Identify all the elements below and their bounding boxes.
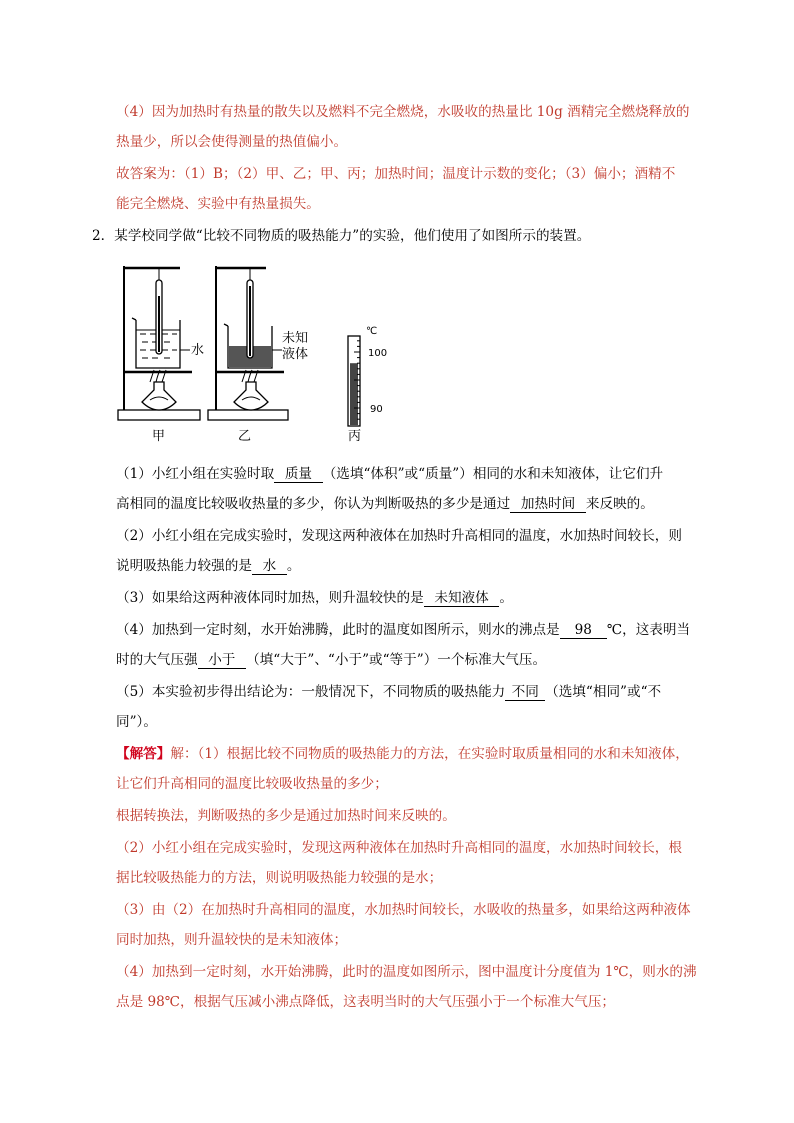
text: 来反映的。 [585, 496, 654, 512]
answer-blank: 未知液体 [424, 590, 500, 607]
text: （1）根据比较不同物质的吸热能力的方法，在实验时取质量相同的水和未知液体， [197, 746, 689, 762]
solution-line: 根据转换法，判断吸热的多少是通过加热时间来反映的。 [116, 808, 456, 824]
answer-line: 故答案为：（1）B；（2）甲、乙；甲、丙；加热时间；温度计示数的变化；（3）偏小；酒精不 [116, 166, 676, 182]
subquestion-4-line1 [116, 620, 690, 640]
label-water: 水 [191, 343, 205, 358]
label-unknown-1: 未知 [282, 331, 309, 346]
text: （选填“体积”或“质量”）相同的水和未知液体，让它们升 [322, 466, 664, 482]
subquestion-5-line1 [116, 682, 661, 702]
label-celsius: ℃ [366, 326, 378, 337]
thermometer-bing [348, 336, 360, 426]
subquestion-3 [116, 588, 513, 608]
text: （1）小红小组在实验时取 [116, 466, 275, 482]
text: （填“大于”、“小于”或“等于”）一个标准大气压。 [246, 652, 547, 668]
label-100: 100 [368, 348, 388, 359]
caption-jia: 甲 [152, 429, 166, 444]
answer-line: 能完全燃烧、实验中有热量损失。 [116, 196, 320, 212]
solution-line: 点是 98℃，根据气压减小沸点降低，这表明当时的大气压强小于一个标准大气压； [116, 994, 616, 1010]
text: 解： [170, 746, 198, 762]
subquestion-5-line2: 同”）。 [116, 714, 157, 730]
answer-blank: 98 [560, 622, 607, 639]
text: ℃，这表明当 [606, 622, 691, 638]
setup-jia [118, 266, 200, 420]
answer-blank: 加热时间 [510, 496, 586, 513]
subquestion-2-line2 [116, 556, 300, 576]
text: 高相同的温度比较吸收热量的多少，你认为判断吸热的多少是通过 [116, 496, 511, 512]
solution-tag: 【解答】 [116, 746, 171, 762]
solution-line: （2）小红小组在完成实验时，发现这两种液体在加热时升高相同的温度，水加热时间较长，根 [116, 840, 682, 856]
solution-line [116, 744, 689, 764]
caption-yi: 乙 [238, 429, 252, 444]
text: （选填“相同”或“不 [545, 684, 662, 700]
mercury-column [350, 363, 358, 425]
solution-line: （4）加热到一定时刻，水开始沸腾，此时的温度如图所示，图中温度计分度值为 1℃，则水的沸 [116, 964, 697, 980]
solution-prev-line: 热量少，所以会使得测量的热值偏小。 [116, 134, 348, 150]
solution-prev-line: （4）因为加热时有热量的散失以及燃料不完全燃烧，水吸收的热量比 10g 酒精完全燃烧释放的 [116, 104, 690, 120]
text: （5）本实验初步得出结论为：一般情况下，不同物质的吸热能力 [116, 684, 506, 700]
apparatus-diagram [116, 256, 396, 452]
answer-blank: 水 [252, 558, 287, 575]
solution-line: 据比较吸热能力的方法，则说明吸热能力较强的是水； [116, 870, 443, 886]
solution-line: 同时加热，则升温较快的是未知液体； [116, 932, 348, 948]
text: 。 [286, 558, 301, 574]
answer-blank: 小于 [198, 652, 247, 669]
experiment-figure [116, 256, 396, 452]
subquestion-1-line2 [116, 494, 654, 514]
subquestion-2-line1: （2）小红小组在完成实验时，发现这两种液体在加热时升高相同的温度，水加热时间较长，则 [116, 528, 682, 544]
subquestion-1-line1 [116, 464, 663, 484]
text: 。 [499, 590, 513, 606]
label-unknown-2: 液体 [282, 347, 309, 362]
solution-line: 让它们升高相同的温度比较吸收热量的多少； [116, 776, 388, 792]
question-stem: 2．某学校同学做“比较不同物质的吸热能力”的实验，他们使用了如图所示的装置。 [92, 228, 591, 244]
text: 时的大气压强 [116, 652, 198, 668]
answer-blank: 不同 [505, 684, 545, 701]
solution-line: （3）由（2）在加热时升高相同的温度，水加热时间较长，水吸收的热量多，如果给这两种液体 [116, 902, 691, 918]
text: （4）加热到一定时刻，水开始沸腾，此时的温度如图所示，则水的沸点是 [116, 622, 560, 638]
text: （3）如果给这两种液体同时加热，则升温较快的是 [116, 590, 424, 606]
caption-bing: 丙 [348, 429, 362, 444]
label-90: 90 [370, 404, 383, 415]
text: 说明吸热能力较强的是 [116, 558, 252, 574]
answer-blank: 质量 [274, 466, 323, 483]
subquestion-4-line2 [116, 650, 546, 670]
setup-yi [208, 266, 288, 420]
